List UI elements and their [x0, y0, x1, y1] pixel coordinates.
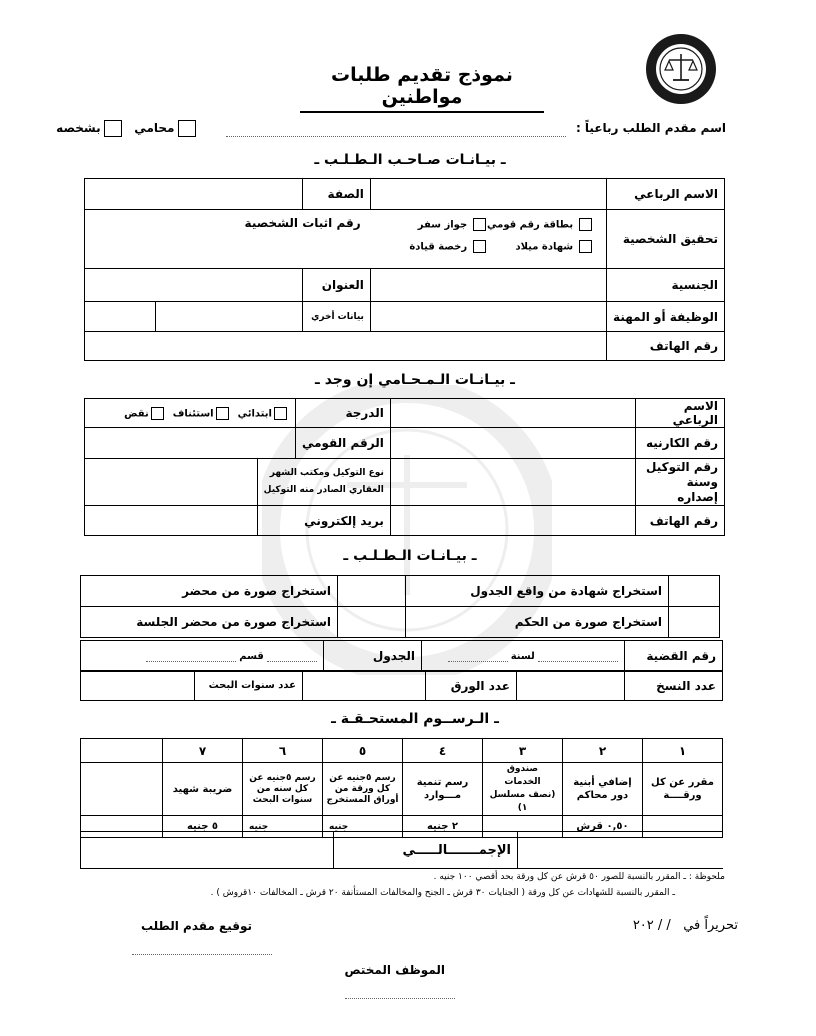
case-no-field[interactable] [538, 651, 618, 662]
applicant-fullname-label: الاسم الرباعي [606, 179, 724, 210]
poa-no-field[interactable] [390, 459, 636, 506]
national-id-checkbox[interactable] [579, 218, 592, 231]
copies-label: عدد النسخ [625, 671, 723, 701]
request-section-heading: ـ بيـانـات الـطـلـب ـ [343, 548, 477, 564]
section-label: قسم [239, 650, 264, 662]
fee-header: رسم ٥جنيه عن كل ورقة من أوراق المستخرج [323, 763, 403, 816]
poa-type-field[interactable] [85, 459, 258, 506]
applicant-name-label: اسم مقدم الطلب رباعياً : [575, 121, 726, 135]
note-line-1: ملحوظة : ـ المقرر بالنسبة للصور ٥٠ قرش عن كل ورقة بحد أقصي ١٠٠ جنيه . [433, 872, 725, 882]
other-data-label: بيانات أخري [302, 302, 370, 332]
case-details-table [80, 640, 723, 672]
pages-label: عدد الورق [426, 671, 517, 701]
fee-value[interactable]: جنيه [243, 816, 323, 838]
year-field[interactable] [448, 651, 508, 662]
nationality-label: الجنسية [606, 269, 724, 302]
applicant-fullname-field[interactable] [370, 179, 606, 210]
fee-value[interactable]: ٢ جنيه [403, 816, 483, 838]
address-label: العنوان [302, 269, 370, 302]
card-no-field[interactable] [390, 428, 636, 459]
fee-header: رسم ٥جنيه عن كل سنه من سنوات البحث [243, 763, 323, 816]
poa-no-line2: وسنة إصداره [677, 474, 718, 504]
poa-type-line2: العقاري الصادر منه التوكيل [263, 485, 384, 495]
lawyer-degree-label: الدرجة [295, 399, 390, 428]
lawyer-phone-label: رقم الهاتف [636, 506, 725, 536]
appeal-label: استئناف [172, 408, 214, 419]
email-field[interactable] [85, 506, 258, 536]
primary-label: ابتدائي [237, 408, 272, 419]
in-person-label: بشخصه [56, 121, 101, 135]
id-verify-cell [85, 210, 607, 269]
poa-type-line1: نوع التوكيل ومكتب الشهر [269, 468, 384, 478]
poa-type-label [257, 459, 390, 506]
lawyer-checkbox[interactable] [178, 120, 196, 137]
written-in-line [520, 918, 738, 933]
cassation-label: نقض [124, 408, 149, 419]
signature-label: توقيع مقدم الطلب [140, 919, 252, 933]
fee-col-number: ٢ [563, 739, 643, 763]
driving-license-checkbox[interactable] [473, 240, 486, 253]
applicant-name-line [56, 120, 726, 140]
total-spacer [518, 832, 724, 869]
lawyer-label: محامي [134, 121, 175, 135]
roll-field[interactable] [267, 651, 317, 662]
services-fund-note: (نصف مسلسل ١) [489, 790, 556, 813]
court-logo-seal [644, 32, 718, 106]
lawyer-fullname-field[interactable] [390, 399, 636, 428]
lawyer-degree-options [85, 399, 296, 428]
fee-header-extra [81, 763, 163, 816]
poa-no-line1: رقم التوكيل [646, 459, 718, 474]
total-table [80, 831, 723, 869]
applicant-data-table [84, 178, 725, 361]
fees-section-heading: ـ الـرســوم المستحـقـة ـ [331, 711, 499, 727]
date-field[interactable]: / / ٢٠٢ [632, 918, 671, 933]
national-id-label: بطاقة رقم قومي [487, 219, 574, 231]
page-title: نموذج تقديم طلبات مواطنين [300, 64, 544, 113]
applicant-capacity-field[interactable] [85, 179, 303, 210]
case-no-label: رقم القضية [625, 641, 723, 672]
fee-col-number: ٣ [483, 739, 563, 763]
session-copy-label: استخراج صورة من محضر الجلسة [81, 607, 338, 638]
fee-col-number: ٦ [243, 739, 323, 763]
cassation-checkbox[interactable] [151, 407, 164, 420]
fee-value[interactable]: ٥ جنيه [163, 816, 243, 838]
written-in-label: تحريراً في [683, 918, 738, 933]
roll-cert-checkbox-cell[interactable] [669, 576, 720, 607]
signature-field[interactable] [132, 944, 272, 955]
national-no-field[interactable] [85, 428, 296, 459]
primary-checkbox[interactable] [274, 407, 287, 420]
applicant-phone-label: رقم الهاتف [606, 332, 724, 361]
lawyer-fullname-label: الاسم الرباعي [636, 399, 725, 428]
birth-cert-label: شهادة ميلاد [515, 241, 574, 253]
lawyer-phone-field[interactable] [390, 506, 636, 536]
record-copy-label: استخراج صورة من محضر [81, 576, 338, 607]
applicant-phone-field[interactable] [85, 332, 607, 361]
fee-col-number: ٥ [323, 739, 403, 763]
id-verify-label: تحقيق الشخصية [606, 210, 724, 269]
record-copy-checkbox-cell[interactable] [338, 576, 406, 607]
fee-col-number: ٧ [163, 739, 243, 763]
address-field[interactable] [85, 269, 303, 302]
fee-header-services [483, 763, 563, 816]
card-no-label: رقم الكارنيه [636, 428, 725, 459]
occupation-field[interactable] [370, 302, 606, 332]
fee-value[interactable]: ٠,٥٠ قرش [563, 816, 643, 838]
section-cell [81, 641, 324, 672]
appeal-checkbox[interactable] [216, 407, 229, 420]
birth-cert-checkbox[interactable] [579, 240, 592, 253]
fee-value[interactable]: جنيه [323, 816, 403, 838]
fee-col-extra [81, 739, 163, 763]
email-label: بريد إلكتروني [257, 506, 390, 536]
year-label: لسنة [510, 650, 535, 662]
judgment-copy-checkbox-cell[interactable] [669, 607, 720, 638]
fee-header: إضافي أبنية دور محاكم [563, 763, 643, 816]
fee-col-number: ١ [643, 739, 723, 763]
id-number-label: رقم اثبات الشخصية [244, 216, 361, 230]
total-field[interactable] [81, 832, 334, 869]
search-years-field[interactable] [81, 671, 195, 701]
judgment-copy-label: استخراج صورة من الحكم [406, 607, 669, 638]
roll-label: الجدول [324, 641, 422, 672]
fee-col-number: ٤ [403, 739, 483, 763]
search-years-label: عدد سنوات البحث [195, 671, 303, 701]
other-data-extra-field[interactable] [85, 302, 156, 332]
request-type-table [80, 575, 720, 638]
fee-header: ضريبة شهيد [163, 763, 243, 816]
fee-header: رسم تنمية مـــوارد [403, 763, 483, 816]
applicant-name-field[interactable] [226, 126, 566, 137]
applicant-capacity-label: الصفة [302, 179, 370, 210]
lawyer-data-table [84, 398, 725, 536]
lawyer-section-heading: ـ بيـانـات الـمـحـامي إن وجد ـ [315, 372, 515, 388]
official-label: الموظف المختص [344, 963, 445, 977]
fee-header: مقرر عن كل ورقــــة [643, 763, 723, 816]
session-copy-checkbox-cell[interactable] [338, 607, 406, 638]
roll-cert-label: استخراج شهادة من واقع الجدول [406, 576, 669, 607]
fees-table [80, 738, 723, 838]
passport-checkbox[interactable] [473, 218, 486, 231]
case-year-cell [422, 641, 625, 672]
applicant-section-heading: ـ بيـانـات صـاحـب الـطـلـب ـ [314, 152, 506, 168]
counts-table [80, 670, 723, 701]
passport-label: جواز سفر [417, 219, 468, 231]
services-fund-label: صندوق الخدمات [504, 764, 541, 787]
total-label: الإجمـــــــالـــــي [334, 832, 518, 869]
official-signature-field[interactable] [345, 988, 455, 999]
other-data-field[interactable] [156, 302, 302, 332]
occupation-label: الوظيفة أو المهنة [606, 302, 724, 332]
copies-field[interactable] [517, 671, 625, 701]
note-line-2: ـ المقرر بالنسبة للشهادات عن كل ورقة ( الجنايات ٣٠ قرش ـ الجنح والمخالفات المستأنفة ٢٠ قرش ـ المخالفات ١٠قروش ) . [210, 888, 675, 898]
poa-no-label [636, 459, 725, 506]
driving-license-label: رخصة قيادة [409, 241, 468, 253]
in-person-checkbox[interactable] [104, 120, 122, 137]
pages-field[interactable] [303, 671, 426, 701]
section-field[interactable] [146, 651, 236, 662]
national-no-label: الرقم القومي [295, 428, 390, 459]
nationality-field[interactable] [370, 269, 606, 302]
